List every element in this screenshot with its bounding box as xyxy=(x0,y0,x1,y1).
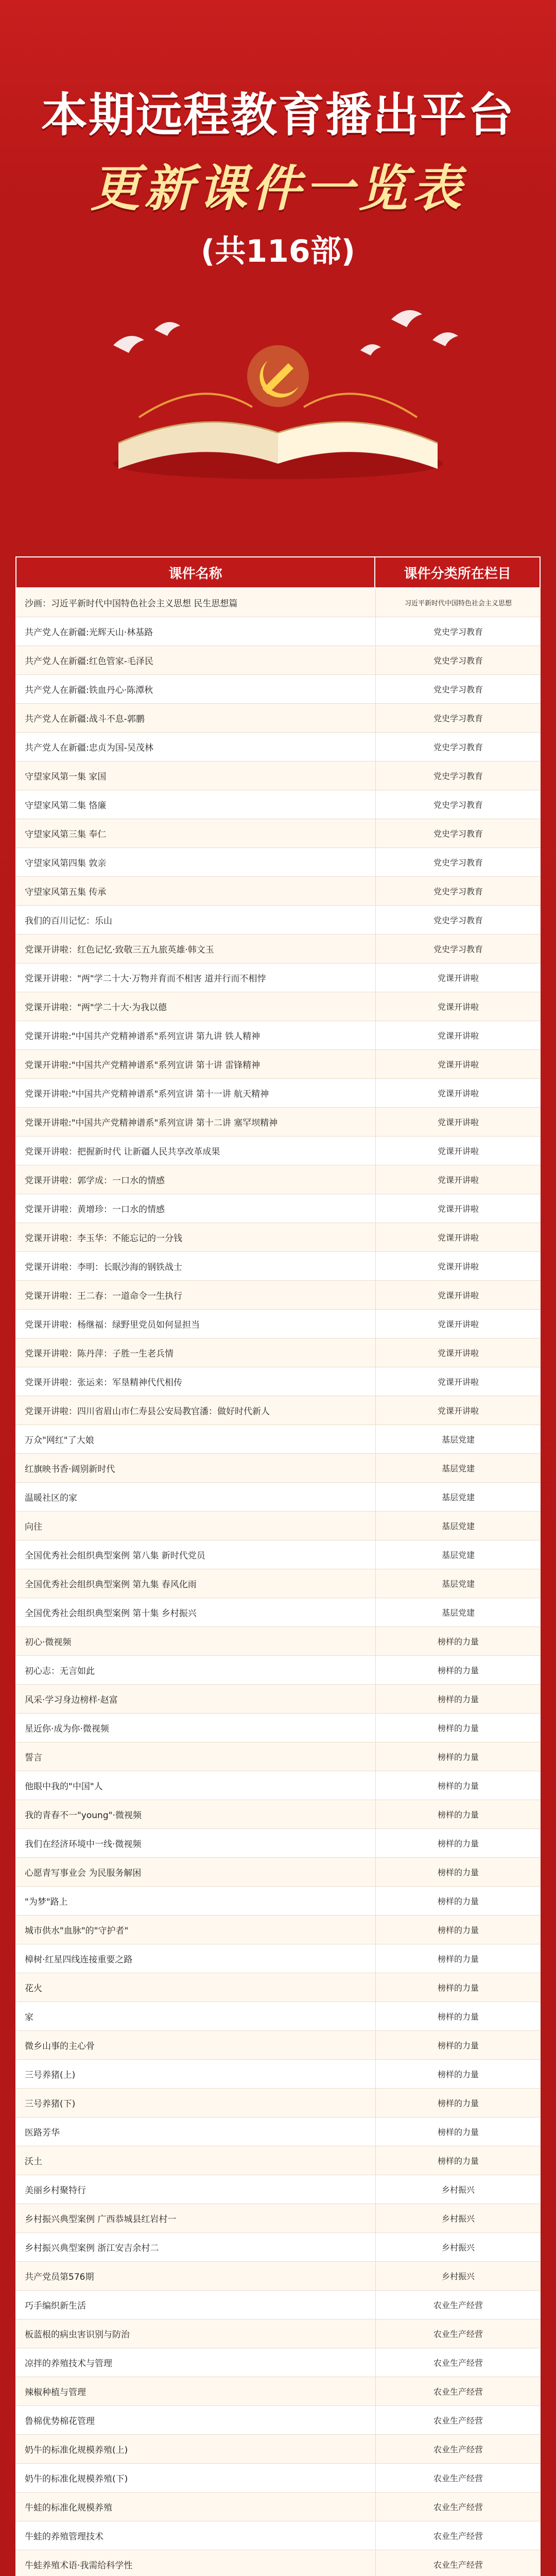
course-name: 辣椒种植与管理 xyxy=(15,2377,376,2405)
course-name: 党课开讲啦：四川省眉山市仁寿县公安局教官潘：做好时代新人 xyxy=(15,1396,376,1425)
course-category: 榜样的力量 xyxy=(437,2098,479,2108)
table-row xyxy=(15,1338,541,1367)
courseware-table xyxy=(15,556,541,2576)
course-name: 奶牛的标准化规模养殖(上) xyxy=(15,2435,376,2463)
course-category: 党史学习教育 xyxy=(433,627,483,637)
table-row xyxy=(15,1858,541,1887)
table-row xyxy=(15,761,541,790)
table-row xyxy=(15,1800,541,1829)
course-category: 榜样的力量 xyxy=(437,1810,479,1820)
course-category: 党史学习教育 xyxy=(433,771,483,781)
course-name: 守望家风第三集 奉仁 xyxy=(15,819,376,848)
table-row xyxy=(15,963,541,992)
course-category: 基层党建 xyxy=(441,1608,475,1618)
course-name: 初心志：无言如此 xyxy=(15,1656,376,1684)
course-name: 乡村振兴典型案例 浙江安吉余村二 xyxy=(15,2233,376,2261)
course-category: 乡村振兴 xyxy=(441,2243,475,2252)
course-category: 基层党建 xyxy=(441,1464,475,1473)
table-row xyxy=(15,1194,541,1223)
course-category: 党史学习教育 xyxy=(433,829,483,839)
table-row xyxy=(15,1310,541,1338)
course-category: 农业生产经营 xyxy=(433,2387,483,2397)
course-category: 农业生产经营 xyxy=(433,2300,483,2310)
course-name: 巧手编织新生活 xyxy=(15,2291,376,2319)
table-row xyxy=(15,2493,541,2521)
course-name: 党课开讲啦：李玉华：不能忘记的一分钱 xyxy=(15,1223,376,1251)
table-row xyxy=(15,733,541,761)
table-row xyxy=(15,848,541,877)
course-category: 榜样的力量 xyxy=(437,1666,479,1675)
table-row xyxy=(15,1714,541,1742)
course-name: 牛蛙的标准化规模养殖 xyxy=(15,2493,376,2521)
course-name: 共产党员第576期 xyxy=(15,2262,376,2290)
table-row xyxy=(15,1165,541,1194)
course-category: 基层党建 xyxy=(441,1521,475,1531)
course-name: 医路芳华 xyxy=(15,2117,376,2146)
table-row xyxy=(15,1569,541,1598)
course-name: 共产党人在新疆:忠贞为国-吴茂林 xyxy=(15,733,376,761)
course-category: 榜样的力量 xyxy=(437,1637,479,1647)
table-row xyxy=(15,1281,541,1310)
course-category: 榜样的力量 xyxy=(437,2127,479,2137)
table-row xyxy=(15,1108,541,1137)
course-name: 心愿青写事业会 为民服务解困 xyxy=(15,1858,376,1886)
course-category: 农业生产经营 xyxy=(433,2473,483,2483)
col-category-header: 课件分类所在栏目 xyxy=(404,566,511,582)
course-name: 党课开讲啦：张运来：军垦精神代代相传 xyxy=(15,1367,376,1396)
course-category: 榜样的力量 xyxy=(437,1723,479,1733)
course-category: 榜样的力量 xyxy=(437,2156,479,2166)
course-category: 党史学习教育 xyxy=(433,685,483,694)
table-row xyxy=(15,617,541,646)
course-name: 家 xyxy=(15,2002,376,2030)
table-row xyxy=(15,2002,541,2031)
course-name: 我们的百川记忆：乐山 xyxy=(15,906,376,934)
course-name: 牛蛙养殖术语·我需给科学性 xyxy=(15,2550,376,2576)
course-name: 红旗映书香·阔别新时代 xyxy=(15,1454,376,1482)
course-name: 守望家风第五集 传承 xyxy=(15,877,376,905)
course-category: 榜样的力量 xyxy=(437,1925,479,1935)
course-category: 榜样的力量 xyxy=(437,1781,479,1791)
course-category: 党课开讲啦 xyxy=(437,1291,479,1300)
course-category: 榜样的力量 xyxy=(437,2012,479,2022)
course-category: 榜样的力量 xyxy=(437,1983,479,1993)
course-category: 基层党建 xyxy=(441,1435,475,1445)
course-name: 樟树·红星四线连接重要之路 xyxy=(15,1944,376,1973)
table-row xyxy=(15,2521,541,2550)
table-row xyxy=(15,1050,541,1079)
hero-banner xyxy=(0,0,556,515)
course-name: 党课开讲啦:"中国共产党精神谱系"系列宣讲 第十一讲 航天精神 xyxy=(15,1079,376,1107)
course-name: 党课开讲啦:"中国共产党精神谱系"系列宣讲 第九讲 铁人精神 xyxy=(15,1021,376,1049)
course-category: 农业生产经营 xyxy=(433,2502,483,2512)
course-category: 农业生产经营 xyxy=(433,2560,483,2570)
course-category: 乡村振兴 xyxy=(441,2272,475,2281)
table-row xyxy=(15,1079,541,1108)
course-name: 共产党人在新疆:光辉天山·林基路 xyxy=(15,617,376,646)
course-name: 党课开讲啦：红色记忆·致敬三五九旅英雄·韩文玉 xyxy=(15,935,376,963)
table-row xyxy=(15,790,541,819)
table-row xyxy=(15,935,541,963)
table-row xyxy=(15,2406,541,2435)
table-row xyxy=(15,1483,541,1512)
course-name: 沃土 xyxy=(15,2146,376,2175)
course-category: 党课开讲啦 xyxy=(437,1319,479,1329)
main-title: 本期远程教育播出平台 xyxy=(41,88,515,142)
table-row xyxy=(15,1656,541,1685)
course-name: 城市供水"血脉"的"守护者" xyxy=(15,1916,376,1944)
course-name: 风采·学习身边榜样·赵富 xyxy=(15,1685,376,1713)
party-emblem-icon xyxy=(247,345,309,407)
course-category: 榜样的力量 xyxy=(437,2041,479,2050)
course-category: 党课开讲啦 xyxy=(437,1002,479,1012)
course-category: 乡村振兴 xyxy=(441,2185,475,2195)
table-row xyxy=(15,2060,541,2089)
course-name: 万众"网红"了大娘 xyxy=(15,1425,376,1453)
course-name: 党课开讲啦:"中国共产党精神谱系"系列宣讲 第十讲 雷锋精神 xyxy=(15,1050,376,1078)
course-category: 农业生产经营 xyxy=(433,2358,483,2368)
course-category: 农业生产经营 xyxy=(433,2329,483,2339)
course-name: 花火 xyxy=(15,1973,376,2002)
table-row xyxy=(15,1137,541,1165)
course-name: 守望家风第四集 敦亲 xyxy=(15,848,376,876)
course-name: 温暖社区的家 xyxy=(15,1483,376,1511)
table-row xyxy=(15,2319,541,2348)
course-name: 守望家风第二集 恪廉 xyxy=(15,790,376,819)
table-row xyxy=(15,819,541,848)
course-name: 初心·微视频 xyxy=(15,1627,376,1655)
course-name: 三号养猪(下) xyxy=(15,2089,376,2117)
course-category: 党课开讲啦 xyxy=(437,1348,479,1358)
table-row xyxy=(15,1627,541,1656)
table-row xyxy=(15,906,541,935)
course-name: "为梦"路上 xyxy=(15,1887,376,1915)
course-name: 誓言 xyxy=(15,1742,376,1771)
table-row xyxy=(15,2550,541,2576)
table-row xyxy=(15,1829,541,1858)
table-row xyxy=(15,2089,541,2117)
table-row xyxy=(15,1021,541,1050)
table-row xyxy=(15,2146,541,2175)
table-row xyxy=(15,1916,541,1944)
course-category: 党史学习教育 xyxy=(433,714,483,723)
count-label: (共116部) xyxy=(200,233,356,269)
course-name: 星近你·成为你·微视频 xyxy=(15,1714,376,1742)
table-row xyxy=(15,2262,541,2291)
course-category: 党史学习教育 xyxy=(433,800,483,810)
course-category: 党课开讲啦 xyxy=(437,1089,479,1098)
course-category: 农业生产经营 xyxy=(433,2445,483,2454)
course-name: 共产党人在新疆:战斗不息-郭鹏 xyxy=(15,704,376,732)
col-name-header: 课件名称 xyxy=(16,557,375,587)
course-category: 基层党建 xyxy=(441,1579,475,1589)
course-name: 党课开讲啦：王二春：一道命令一生执行 xyxy=(15,1281,376,1309)
table-row xyxy=(15,1771,541,1800)
course-name: 全国优秀社会组织典型案例 第九集 春风化雨 xyxy=(15,1569,376,1598)
course-category: 榜样的力量 xyxy=(437,1839,479,1849)
table-row xyxy=(15,1396,541,1425)
course-category: 榜样的力量 xyxy=(437,2070,479,2079)
course-name: 微乡山事的主心骨 xyxy=(15,2031,376,2059)
course-category: 基层党建 xyxy=(441,1493,475,1502)
course-name: 党课开讲啦：郭学成：一口水的情感 xyxy=(15,1165,376,1194)
course-name: 共产党人在新疆:红色管家-毛泽民 xyxy=(15,646,376,674)
table-row xyxy=(15,2175,541,2204)
course-name: 党课开讲啦：陈丹萍：子胜一生老兵情 xyxy=(15,1338,376,1367)
table-row xyxy=(15,1944,541,1973)
course-category: 党课开讲啦 xyxy=(437,1406,479,1416)
course-category: 榜样的力量 xyxy=(437,1954,479,1964)
sub-title: 更新课件一览表 xyxy=(91,159,465,217)
course-category: 党史学习教育 xyxy=(433,858,483,868)
course-name: 全国优秀社会组织典型案例 第十集 乡村振兴 xyxy=(15,1598,376,1626)
course-category: 乡村振兴 xyxy=(441,2214,475,2224)
course-name: 守望家风第一集 家国 xyxy=(15,761,376,790)
table-row xyxy=(15,2117,541,2146)
table-row xyxy=(15,646,541,675)
table-row xyxy=(15,1887,541,1916)
course-name: 党课开讲啦："两"学二十大·万物并育而不相害 道并行而不相悖 xyxy=(15,963,376,992)
course-name: 我们在经济环境中一线·微视频 xyxy=(15,1829,376,1857)
course-category: 党课开讲啦 xyxy=(437,1262,479,1272)
table-row xyxy=(15,675,541,704)
course-category: 习近平新时代中国特色社会主义思想 xyxy=(404,600,512,607)
table-row xyxy=(15,2464,541,2493)
course-category: 党史学习教育 xyxy=(433,916,483,925)
course-name: 我的青春不一"young"·微视频 xyxy=(15,1800,376,1828)
course-category: 党课开讲啦 xyxy=(437,1233,479,1243)
course-name: 全国优秀社会组织典型案例 第八集 新时代党员 xyxy=(15,1540,376,1569)
table-row xyxy=(15,1252,541,1281)
table-row xyxy=(15,2233,541,2262)
course-category: 党课开讲啦 xyxy=(437,1146,479,1156)
course-name: 板蓝根的病虫害识别与防治 xyxy=(15,2319,376,2348)
book-emblem-illustration xyxy=(98,289,458,484)
course-name: 他眼中我的"中国"人 xyxy=(15,1771,376,1800)
table-row xyxy=(15,2031,541,2060)
course-category: 党课开讲啦 xyxy=(437,1031,479,1041)
course-category: 榜样的力量 xyxy=(437,1694,479,1704)
course-category: 党课开讲啦 xyxy=(437,1175,479,1185)
table-row xyxy=(15,1512,541,1540)
course-name: 党课开讲啦:"中国共产党精神谱系"系列宣讲 第十二讲 塞罕坝精神 xyxy=(15,1108,376,1136)
table-row xyxy=(15,704,541,733)
course-category: 榜样的力量 xyxy=(437,1868,479,1877)
table-row xyxy=(15,2204,541,2233)
course-category: 党课开讲啦 xyxy=(437,1377,479,1387)
course-name: 党课开讲啦：黄增珍：一口水的情感 xyxy=(15,1194,376,1223)
table-row xyxy=(15,1742,541,1771)
course-name: 党课开讲啦："两"学二十大·为我以德 xyxy=(15,992,376,1021)
table-row xyxy=(15,1425,541,1454)
table-row xyxy=(15,2291,541,2319)
course-name: 鲁棉优势棉花管理 xyxy=(15,2406,376,2434)
course-category: 党史学习教育 xyxy=(433,742,483,752)
table-row xyxy=(15,1598,541,1627)
table-header xyxy=(15,556,541,588)
table-row xyxy=(15,1223,541,1252)
table-row xyxy=(15,1454,541,1483)
course-name: 共产党人在新疆:铁血丹心·陈潭秋 xyxy=(15,675,376,703)
table-body xyxy=(15,588,541,2576)
course-name: 乡村振兴典型案例 广西恭城县红岩村一 xyxy=(15,2204,376,2232)
table-row xyxy=(15,1685,541,1714)
course-category: 党史学习教育 xyxy=(433,944,483,954)
course-name: 三号养猪(上) xyxy=(15,2060,376,2088)
course-category: 党课开讲啦 xyxy=(437,973,479,983)
course-category: 党课开讲啦 xyxy=(437,1117,479,1127)
course-name: 沙画：习近平新时代中国特色社会主义思想 民生思想篇 xyxy=(15,588,376,617)
course-name: 党课开讲啦：杨继福：绿野里党员如何显担当 xyxy=(15,1310,376,1338)
table-row xyxy=(15,2377,541,2406)
course-category: 党课开讲啦 xyxy=(437,1060,479,1070)
course-category: 农业生产经营 xyxy=(433,2531,483,2541)
course-category: 党史学习教育 xyxy=(433,887,483,896)
course-name: 牛蛙的养殖管理技术 xyxy=(15,2521,376,2550)
table-row xyxy=(15,992,541,1021)
table-row xyxy=(15,588,541,617)
table-row xyxy=(15,1973,541,2002)
course-category: 党史学习教育 xyxy=(433,656,483,666)
course-name: 党课开讲啦：李明：长眠沙海的钢铁战士 xyxy=(15,1252,376,1280)
course-category: 基层党建 xyxy=(441,1550,475,1560)
course-category: 榜样的力量 xyxy=(437,1896,479,1906)
course-name: 奶牛的标准化规模养殖(下) xyxy=(15,2464,376,2492)
table-row xyxy=(15,877,541,906)
course-category: 榜样的力量 xyxy=(437,1752,479,1762)
course-name: 美丽乡村聚特行 xyxy=(15,2175,376,2204)
table-row xyxy=(15,1540,541,1569)
table-row xyxy=(15,2348,541,2377)
course-category: 党课开讲啦 xyxy=(437,1204,479,1214)
course-name: 党课开讲啦：把握新时代 让新疆人民共享改革成果 xyxy=(15,1137,376,1165)
table-row xyxy=(15,1367,541,1396)
course-name: 凉拌的养殖技术与管理 xyxy=(15,2348,376,2377)
course-name: 向往 xyxy=(15,1512,376,1540)
table-row xyxy=(15,2435,541,2464)
course-category: 农业生产经营 xyxy=(433,2416,483,2426)
